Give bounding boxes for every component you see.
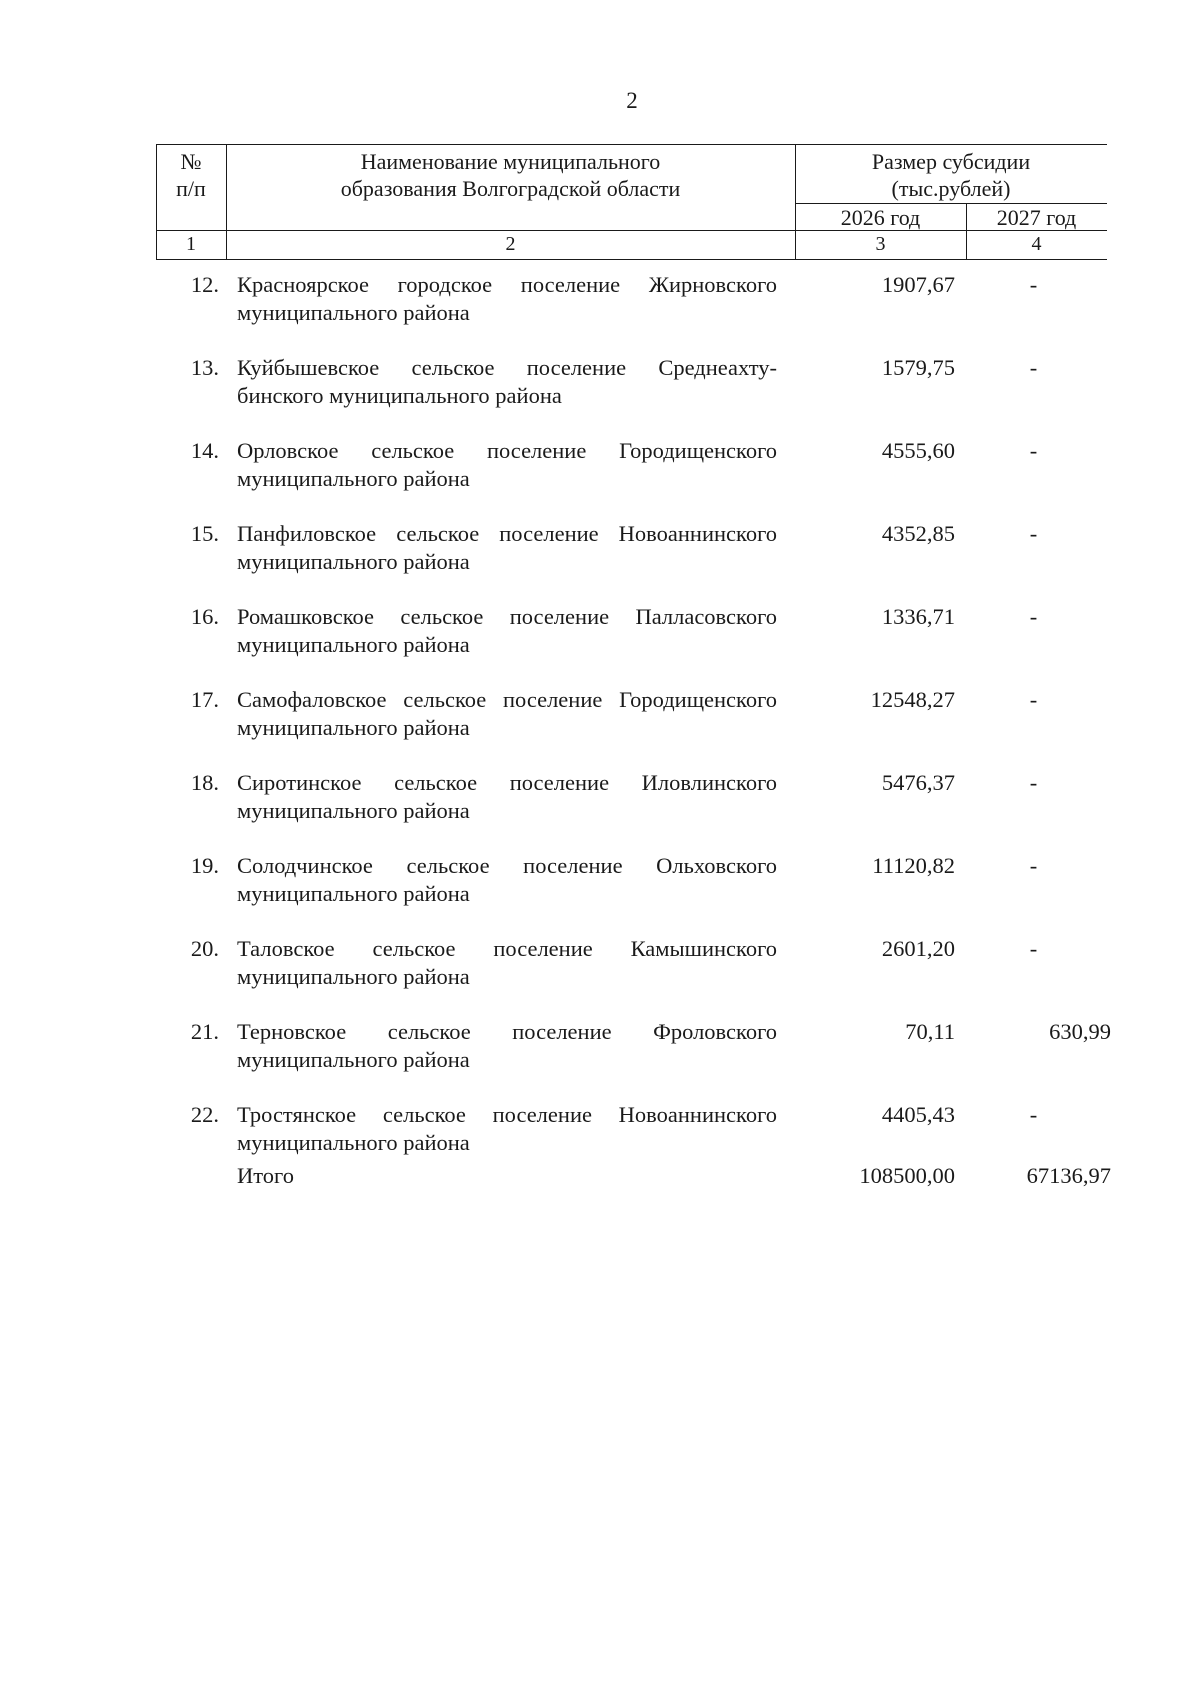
row-number: 20. (190, 936, 219, 961)
header-subsidy: Размер субсидии (тыс.рублей) (871, 149, 1031, 201)
page-number: 2 (626, 88, 638, 113)
table-row (156, 1018, 1111, 1101)
municipality-name: Тростянское сельское поселение Новоаннинского муниципального района (237, 1102, 777, 1155)
municipality-name: Сиротинское сельское поселение Иловлинского муниципального района (237, 770, 777, 823)
subsidy-2026: 12548,27 (870, 687, 955, 712)
subsidy-2026: 1579,75 (881, 355, 955, 380)
table-row (156, 603, 1107, 686)
subsidy-2026: 4555,60 (881, 438, 955, 463)
header-num: № п/п (176, 149, 206, 201)
subsidy-2026: 70,11 (905, 1019, 955, 1044)
subsidy-2026: 4405,43 (881, 1102, 955, 1127)
subsidy-2027: - (1029, 438, 1038, 463)
header-year-2026: 2026 год (840, 205, 921, 230)
table-row (156, 686, 1107, 769)
column-number-4: 4 (1031, 233, 1042, 255)
table-body (156, 271, 1111, 1202)
header-top-rule (156, 144, 1107, 145)
column-number-1: 1 (186, 233, 196, 255)
table-row (156, 437, 1107, 520)
row-number: 12. (190, 272, 219, 297)
municipality-name: Орловское сельское поселение Городищенского муниципального района (237, 438, 777, 491)
row-number: 18. (190, 770, 219, 795)
header-name: Наименование муниципального образования Волгоградской области (340, 149, 681, 201)
header-year-2027: 2027 год (996, 205, 1077, 230)
municipality-name: Панфиловское сельское поселение Новоаннинского муниципального района (237, 521, 777, 574)
total-label: Итого (237, 1163, 294, 1188)
table-row (156, 354, 1107, 437)
row-number: 16. (190, 604, 219, 629)
subsidy-2027: 630,99 (1049, 1019, 1111, 1044)
subsidy-2026: 1907,67 (881, 272, 955, 297)
row-number: 13. (190, 355, 219, 380)
municipality-name: Ромашковское сельское поселение Палласовского муниципального района (237, 604, 777, 657)
table-row (156, 520, 1107, 603)
subsidy-2027: - (1029, 521, 1038, 546)
subsidy-2026: 11120,82 (872, 853, 955, 878)
header-bottom-rule (156, 259, 1107, 260)
row-number: 14. (190, 438, 219, 463)
subsidy-2027: - (1029, 272, 1038, 297)
subsidy-2027: - (1029, 936, 1038, 961)
subsidy-2027: - (1029, 1102, 1038, 1127)
table-row (156, 852, 1107, 935)
subsidy-2026: 2601,20 (881, 936, 955, 961)
subsidy-2027: - (1029, 770, 1038, 795)
table-row (156, 935, 1107, 1018)
table-header (156, 144, 1107, 261)
municipality-name: Красноярское городское поселение Жирновского муниципального района (237, 272, 777, 325)
municipality-name: Таловское сельское поселение Камышинского муниципального района (237, 936, 777, 989)
total-2027: 67136,97 (1026, 1163, 1111, 1188)
row-number: 15. (190, 521, 219, 546)
total-row (156, 1162, 1111, 1202)
row-number: 19. (190, 853, 219, 878)
column-number-2: 2 (505, 233, 516, 255)
municipality-name: Куйбышевское сельское поселение Среднеахту-бинского муниципального района (237, 355, 777, 408)
subsidy-2027: - (1029, 853, 1038, 878)
total-2026: 108500,00 (859, 1163, 955, 1188)
row-number: 22. (190, 1102, 219, 1127)
column-number-3: 3 (875, 233, 886, 255)
subsidy-2026: 4352,85 (881, 521, 955, 546)
municipality-name: Солодчинское сельское поселение Ольховского муниципального района (237, 853, 777, 906)
subsidy-2027: - (1029, 687, 1038, 712)
municipality-name: Терновское сельское поселение Фроловского муниципального района (237, 1019, 777, 1072)
subsidy-2026: 5476,37 (881, 770, 955, 795)
subsidy-2027: - (1029, 604, 1038, 629)
subsidy-2026: 1336,71 (881, 604, 955, 629)
subsidy-2027: - (1029, 355, 1038, 380)
row-number: 21. (190, 1019, 219, 1044)
subsidy-table (156, 144, 1111, 1202)
row-number: 17. (190, 687, 219, 712)
table-row (156, 769, 1107, 852)
municipality-name: Самофаловское сельское поселение Городищенского муниципального района (237, 687, 777, 740)
table-row (156, 271, 1107, 354)
